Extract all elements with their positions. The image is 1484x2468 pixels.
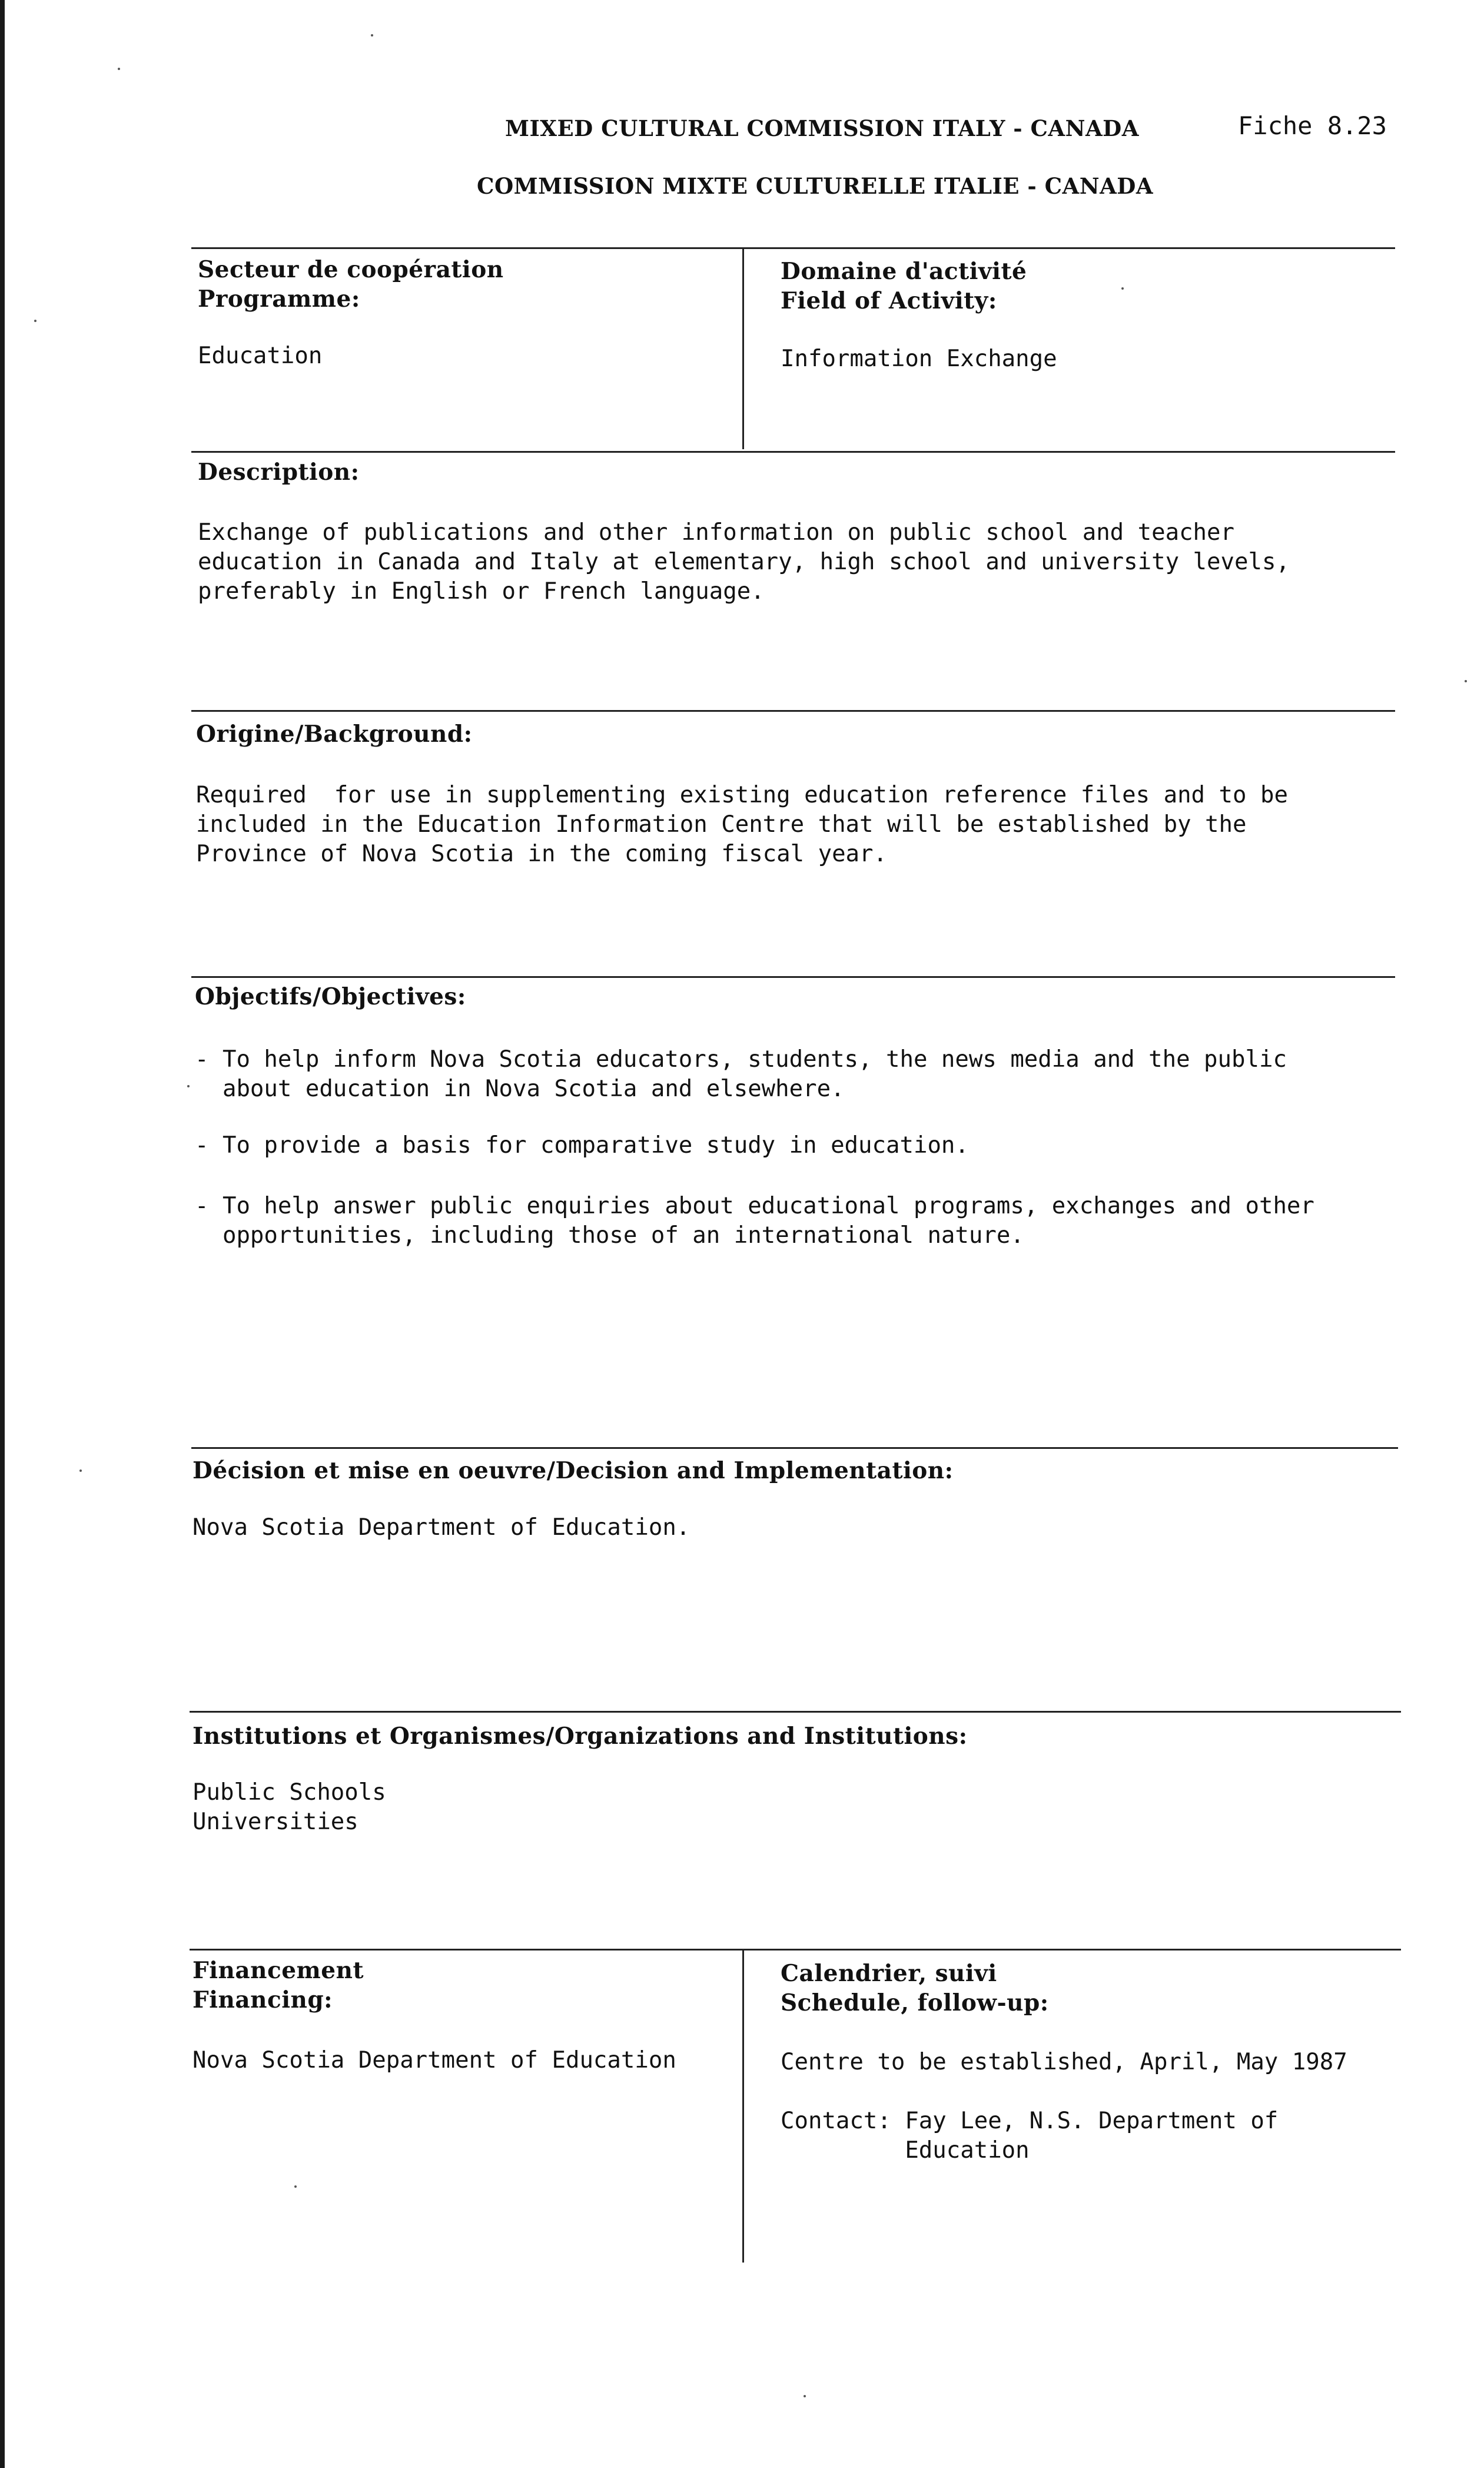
background-line: Province of Nova Scotia in the coming fiscal year. <box>196 841 887 867</box>
financing-label-en: Financing: <box>192 1986 333 2013</box>
fiche-number: Fiche 8.23 <box>1238 111 1387 140</box>
financing-value: Nova Scotia Department of Education <box>192 2047 676 2074</box>
scan-speck <box>118 68 120 70</box>
objective-line: about education in Nova Scotia and elsewhere. <box>195 1076 845 1102</box>
title-french: COMMISSION MIXTE CULTURELLE ITALIE - CANADA <box>477 173 1154 199</box>
schedule-contact: Education <box>781 2137 1030 2164</box>
divider-description <box>191 451 1395 453</box>
sector-label-en: Programme: <box>198 286 360 313</box>
scan-speck <box>34 320 36 322</box>
background-text <box>196 781 1288 869</box>
schedule-contact: Contact: Fay Lee, N.S. Department of <box>781 2108 1279 2134</box>
objective-item <box>195 1131 969 1160</box>
field-value: Information Exchange <box>781 346 1057 372</box>
divider-institutions <box>190 1711 1401 1713</box>
sector-value: Education <box>198 343 323 369</box>
divider-decision <box>191 1447 1398 1449</box>
divider-objectives <box>191 976 1395 978</box>
description-line: preferably in English or French language. <box>198 578 765 605</box>
objective-line: - To provide a basis for comparative study in education. <box>195 1132 969 1159</box>
schedule-label-en: Schedule, follow-up: <box>781 1989 1049 2016</box>
schedule-label-fr: Calendrier, suivi <box>781 1960 997 1987</box>
institution-item: Universities <box>192 1809 358 1835</box>
objective-line: opportunities, including those of an international nature. <box>195 1222 1024 1249</box>
objective-item <box>195 1045 1287 1104</box>
objectives-heading: Objectifs/Objectives: <box>195 983 466 1010</box>
divider-top <box>191 247 1395 249</box>
divider-background <box>191 710 1395 712</box>
background-line: Required for use in supplementing existing education reference files and to be <box>196 782 1288 808</box>
field-label-fr: Domaine d'activité <box>781 258 1027 285</box>
divider-bottom <box>190 1949 1401 1950</box>
divider-vertical-bottom <box>742 1949 744 2263</box>
sector-label-fr: Secteur de coopération <box>198 256 504 283</box>
description-line: Exchange of publications and other information on public school and teacher <box>198 519 1234 546</box>
institutions-heading: Institutions et Organismes/Organizations and Institutions: <box>192 1723 968 1750</box>
objective-line: - To help answer public enquiries about educational programs, exchanges and other <box>195 1193 1314 1219</box>
schedule-date: Centre to be established, April, May 1987 <box>781 2049 1347 2075</box>
objective-line: - To help inform Nova Scotia educators, students, the news media and the public <box>195 1046 1287 1073</box>
description-text <box>198 518 1290 606</box>
scan-speck <box>1121 287 1124 290</box>
scan-speck <box>371 34 373 37</box>
scan-speck <box>187 1085 190 1087</box>
description-line: education in Canada and Italy at elementary, high school and university levels, <box>198 549 1290 575</box>
scan-speck <box>804 2395 806 2397</box>
objective-item <box>195 1192 1314 1250</box>
decision-heading: Décision et mise en oeuvre/Decision and Implementation: <box>192 1457 954 1484</box>
background-heading: Origine/Background: <box>196 721 473 748</box>
title-english: MIXED CULTURAL COMMISSION ITALY - CANADA <box>505 115 1139 141</box>
financing-label-fr: Financement <box>192 1957 364 1984</box>
decision-value: Nova Scotia Department of Education. <box>192 1514 690 1541</box>
scan-speck <box>294 2185 297 2188</box>
description-heading: Description: <box>198 459 360 486</box>
scan-border <box>0 0 5 2468</box>
scan-speck <box>1465 680 1467 682</box>
scan-speck <box>79 1469 82 1472</box>
field-label-en: Field of Activity: <box>781 287 997 314</box>
institution-item: Public Schools <box>192 1779 386 1806</box>
background-line: included in the Education Information Centre that will be established by the <box>196 811 1247 838</box>
divider-vertical-top <box>742 247 744 449</box>
